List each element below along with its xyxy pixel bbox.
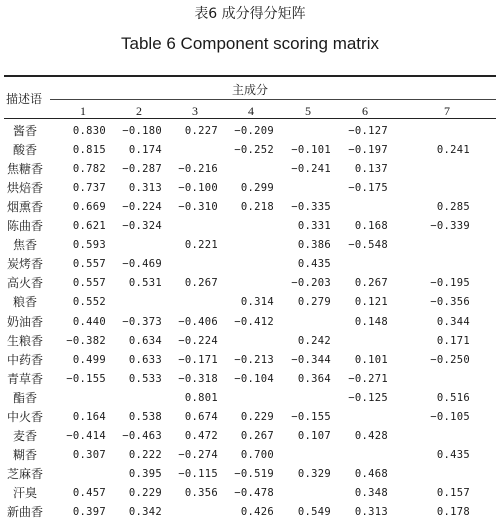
score-cell: −0.224 (178, 334, 218, 347)
score-cell: −0.195 (430, 277, 470, 290)
score-cell: −0.224 (122, 201, 162, 214)
score-cell: 0.557 (72, 277, 106, 290)
descriptor-cell: 炭烤香 (6, 257, 43, 272)
score-cell: 0.242 (297, 334, 331, 347)
score-cell: 0.468 (354, 467, 388, 480)
descriptor-cell: 汗臭 (12, 485, 37, 500)
table-row (0, 389, 500, 408)
descriptor-cell: 芝麻香 (6, 466, 43, 481)
descriptor-cell: 青草香 (6, 371, 43, 386)
descriptor-cell: 焦糖香 (6, 162, 43, 177)
score-cell: −0.463 (122, 429, 162, 442)
table-row (0, 408, 500, 427)
score-cell: −0.155 (291, 410, 331, 423)
score-cell: 0.397 (72, 506, 106, 518)
score-cell: −0.548 (348, 239, 388, 252)
score-cell: −0.356 (430, 296, 470, 309)
score-cell: 0.356 (184, 486, 218, 499)
column-header-2: 2 (136, 104, 142, 118)
score-cell: −0.250 (430, 353, 470, 366)
score-cell: 0.267 (184, 277, 218, 290)
table-row (0, 351, 500, 370)
descriptor-cell: 麦香 (12, 428, 37, 443)
table-row (0, 217, 500, 236)
score-cell: 0.331 (297, 220, 331, 233)
score-cell: 0.533 (128, 372, 162, 385)
score-cell: 0.499 (72, 353, 106, 366)
descriptor-cell: 高火香 (6, 276, 43, 291)
score-cell: 0.435 (297, 258, 331, 271)
score-cell: 0.329 (297, 467, 331, 480)
score-cell: −0.373 (122, 315, 162, 328)
score-cell: 0.428 (354, 429, 388, 442)
score-cell: −0.324 (122, 220, 162, 233)
column-header-1: 1 (80, 104, 86, 118)
score-cell: −0.101 (291, 144, 331, 157)
table-caption-zh: 表6 成分得分矩阵 (194, 6, 306, 22)
score-cell: 0.171 (436, 334, 470, 347)
descriptor-cell: 陈曲香 (6, 219, 43, 234)
score-cell: 0.229 (240, 410, 274, 423)
score-cell: 0.538 (128, 410, 162, 423)
score-cell: 0.815 (72, 144, 106, 157)
score-cell: 0.342 (128, 506, 162, 518)
table-row (0, 141, 500, 160)
score-cell: 0.395 (128, 467, 162, 480)
score-cell: 0.364 (297, 372, 331, 385)
score-cell: 0.101 (354, 353, 388, 366)
table-row (0, 160, 500, 179)
score-cell: 0.634 (128, 334, 162, 347)
score-cell: 0.148 (354, 315, 388, 328)
score-cell: −0.209 (234, 125, 274, 137)
score-cell: 0.229 (128, 486, 162, 499)
score-cell: −0.382 (66, 334, 106, 347)
descriptor-cell: 中火香 (6, 409, 43, 424)
table-row (0, 503, 500, 522)
score-cell: −0.339 (430, 220, 470, 233)
score-cell: 0.472 (184, 429, 218, 442)
score-cell: 0.531 (128, 277, 162, 290)
score-cell: −0.213 (234, 353, 274, 366)
score-cell: 0.700 (240, 448, 274, 461)
score-cell: 0.516 (436, 391, 470, 404)
score-cell: −0.241 (291, 163, 331, 176)
descriptor-cell: 酯香 (12, 390, 37, 405)
score-cell: 0.267 (240, 429, 274, 442)
score-cell: −0.469 (122, 258, 162, 271)
score-cell: 0.299 (240, 182, 274, 195)
score-cell: 0.313 (128, 182, 162, 195)
descriptor-cell: 粮香 (12, 295, 37, 310)
score-cell: 0.435 (436, 448, 470, 461)
score-cell: −0.125 (348, 391, 388, 404)
score-cell: 0.168 (354, 220, 388, 233)
score-cell: −0.287 (122, 163, 162, 176)
score-cell: 0.218 (240, 201, 274, 214)
descriptor-cell: 奶油香 (6, 314, 43, 329)
score-cell: 0.174 (128, 144, 162, 157)
descriptor-cell: 糊香 (12, 447, 37, 462)
score-cell: 0.279 (297, 296, 331, 309)
score-cell: −0.414 (66, 429, 106, 442)
score-cell: 0.440 (72, 315, 106, 328)
table-row (0, 446, 500, 465)
score-cell: −0.519 (234, 467, 274, 480)
score-cell: −0.478 (234, 486, 274, 499)
score-cell: −0.171 (178, 353, 218, 366)
score-cell: 0.267 (354, 277, 388, 290)
table-row (0, 427, 500, 446)
score-cell: 0.221 (184, 239, 218, 252)
score-cell: −0.100 (178, 182, 218, 195)
score-cell: −0.310 (178, 201, 218, 214)
descriptor-cell: 生粮香 (6, 333, 43, 348)
descriptor-cell: 烟熏香 (6, 200, 43, 215)
score-cell: −0.216 (178, 163, 218, 176)
descriptor-cell: 新曲香 (6, 505, 43, 519)
descriptor-cell: 中药香 (6, 352, 43, 367)
table-row (0, 236, 500, 255)
table-row (0, 122, 500, 141)
score-cell: 0.137 (354, 163, 388, 176)
score-cell: 0.107 (297, 429, 331, 442)
table-row (0, 274, 500, 293)
score-cell: −0.197 (348, 144, 388, 157)
score-cell: 0.386 (297, 239, 331, 252)
table-row (0, 179, 500, 198)
score-cell: −0.115 (178, 467, 218, 480)
descriptor-cell: 酸香 (12, 143, 37, 158)
score-cell: 0.348 (354, 486, 388, 499)
table-row (0, 484, 500, 503)
score-cell: 0.222 (128, 448, 162, 461)
table-row (0, 293, 500, 312)
score-cell: 0.164 (72, 410, 106, 423)
score-cell: −0.252 (234, 144, 274, 157)
score-cell: −0.274 (178, 448, 218, 461)
table-row (0, 313, 500, 332)
column-header-3: 3 (192, 104, 198, 118)
score-cell: 0.549 (297, 506, 331, 518)
score-cell: −0.105 (430, 410, 470, 423)
table-row (0, 255, 500, 274)
score-cell: 0.801 (184, 391, 218, 404)
score-cell: 0.557 (72, 258, 106, 271)
score-cell: 0.227 (184, 125, 218, 137)
score-cell: 0.633 (128, 353, 162, 366)
score-cell: 0.669 (72, 201, 106, 214)
score-cell: 0.426 (240, 506, 274, 518)
main-component-header: 主成分 (231, 83, 268, 97)
score-cell: −0.175 (348, 182, 388, 195)
score-cell: 0.674 (184, 410, 218, 423)
score-cell: 0.737 (72, 182, 106, 195)
score-cell: 0.830 (72, 125, 106, 137)
score-cell: 0.285 (436, 201, 470, 214)
table-caption-en: Table 6 Component scoring matrix (121, 34, 379, 53)
score-cell: −0.180 (122, 125, 162, 137)
score-cell: −0.104 (234, 372, 274, 385)
descriptor-cell: 烘焙香 (6, 181, 43, 196)
score-cell: −0.203 (291, 277, 331, 290)
score-cell: 0.307 (72, 448, 106, 461)
descriptor-header: 描述语 (6, 92, 43, 106)
score-cell: 0.457 (72, 486, 106, 499)
score-cell: 0.121 (354, 296, 388, 309)
column-header-5: 5 (305, 104, 311, 118)
score-cell: 0.313 (354, 506, 388, 518)
table-row (0, 370, 500, 389)
score-cell: 0.241 (436, 144, 470, 157)
score-cell: −0.155 (66, 372, 106, 385)
score-cell: 0.344 (436, 315, 470, 328)
column-header-4: 4 (248, 104, 254, 118)
descriptor-cell: 焦香 (12, 238, 37, 253)
table-row (0, 465, 500, 484)
score-cell: 0.552 (72, 296, 106, 309)
column-header-6: 6 (362, 104, 368, 118)
score-cell: −0.412 (234, 315, 274, 328)
score-cell: 0.157 (436, 486, 470, 499)
score-cell: 0.314 (240, 296, 274, 309)
table-row (0, 198, 500, 217)
column-header-7: 7 (444, 104, 450, 118)
score-cell: 0.621 (72, 220, 106, 233)
score-cell: −0.318 (178, 372, 218, 385)
score-cell: −0.271 (348, 372, 388, 385)
descriptor-cell: 酱香 (12, 124, 37, 138)
score-cell: 0.593 (72, 239, 106, 252)
score-cell: −0.335 (291, 201, 331, 214)
score-cell: 0.782 (72, 163, 106, 176)
score-cell: −0.127 (348, 125, 388, 137)
score-cell: 0.178 (436, 506, 470, 518)
table-row (0, 332, 500, 351)
score-cell: −0.344 (291, 353, 331, 366)
score-cell: −0.406 (178, 315, 218, 328)
